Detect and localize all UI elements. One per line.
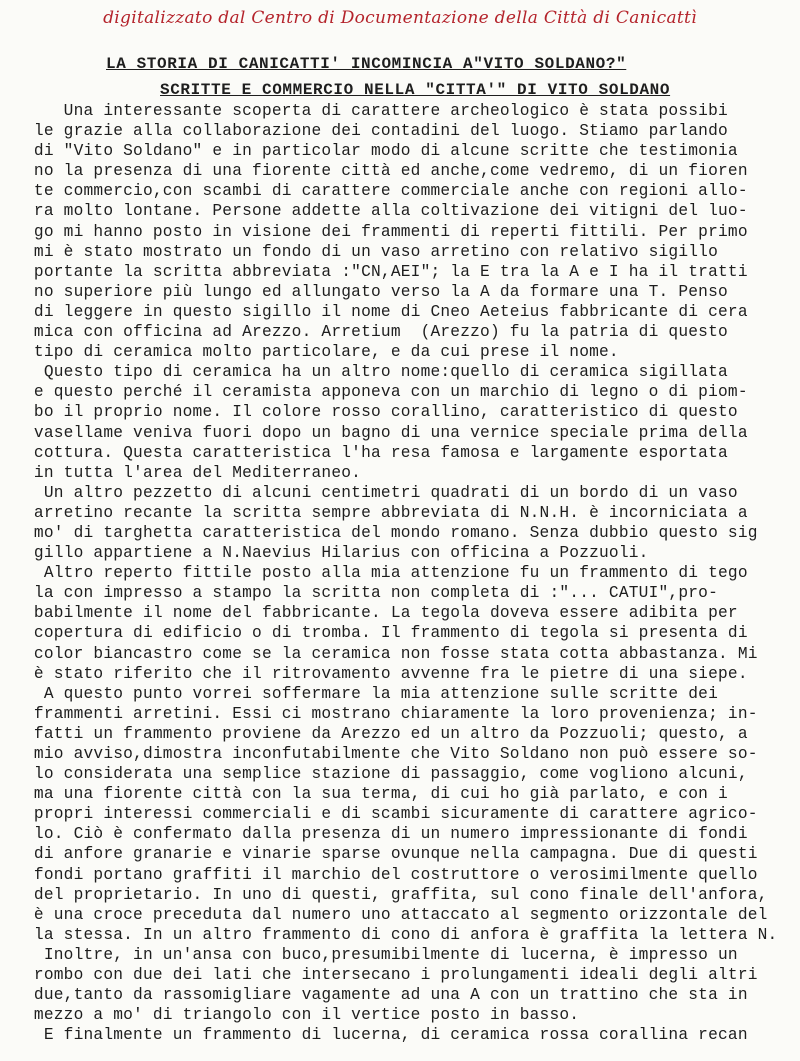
text-line: color biancastro come se la ceramica non fosse stata cotta abbastanza. Mi [24, 644, 758, 663]
text-line: lo. Ciò è confermato dalla presenza di un numero impressionante di fondi [24, 825, 748, 844]
text-line: è stato riferito che il ritrovamento avvenne fra le pietre di una siepe. [24, 664, 748, 683]
text-line: e questo perché il ceramista apponeva con un marchio di legno o di piom- [24, 383, 748, 402]
text-line: Una interessante scoperta di carattere archeologico è stata possibi [24, 102, 728, 120]
text-line: Un altro pezzetto di alcuni centimetri quadrati di un bordo di un vaso [24, 483, 738, 502]
article-title: LA STORIA DI CANICATTI' INCOMINCIA A"VITO SOLDANO?" [106, 55, 627, 73]
text-line: lo considerata una semplice stazione di passaggio, come vogliono alcuni, [24, 765, 748, 784]
text-line: Inoltre, in un'ansa con buco,presumibilmente di lucerna, è impresso un [24, 945, 738, 964]
text-line: cottura. Questa caratteristica l'ha resa famosa e largamente esportata [24, 443, 728, 462]
text-line: mica con officina ad Arezzo. Arretium (Arezzo) fu la patria di questo [24, 323, 728, 342]
text-line: frammenti arretini. Essi ci mostrano chiaramente la loro provenienza; in- [24, 704, 758, 723]
text-line: la stessa. In un altro frammento di cono di anfora è graffita la lettera N. [24, 925, 778, 944]
text-line: due,tanto da rassomigliare vagamente ad una A con un trattino che sta in [24, 986, 748, 1005]
text-line: babilmente il nome del fabbricante. La tegola doveva essere adibita per [24, 604, 738, 623]
text-line: te commercio,con scambi di carattere commerciale anche con regioni allo- [24, 182, 748, 201]
digitization-watermark: digitalizzato dal Centro di Documentazione della Città di Canicattì [103, 8, 697, 28]
text-line: è una croce preceduta dal numero uno attaccato al segmento orizzontale del [24, 905, 768, 924]
text-line: gillo appartiene a N.Naevius Hilarius con officina a Pozzuoli. [24, 544, 649, 563]
text-line: mo' di targhetta caratteristica del mondo romano. Senza dubbio questo sig [24, 523, 758, 542]
text-line: la con impresso a stampo la scritta non completa di :"... CATUI",pro- [24, 584, 718, 603]
text-line: portante la scritta abbreviata :"CN,AEI"; la E tra la A e I ha il tratti [24, 262, 748, 281]
text-line: tipo di ceramica molto particolare, e da cui prese il nome. [24, 343, 619, 362]
text-line: fatti un frammento proviene da Arezzo ed un altro da Pozzuoli; questo, a [24, 724, 748, 743]
text-line: E finalmente un frammento di lucerna, di ceramica rossa corallina recan [24, 1026, 748, 1045]
text-line: fondi portano graffiti il marchio del costruttore o verosimilmente quello [24, 865, 758, 884]
text-line: di anfore granarie e vinarie sparse ovunque nella campagna. Due di questi [24, 845, 758, 864]
article-subtitle: SCRITTE E COMMERCIO NELLA "CITTA'" DI VITO SOLDANO [160, 81, 671, 99]
text-line: no superiore più lungo ed allungato verso la A da formare una T. Penso [24, 282, 728, 301]
text-line: ra molto lontane. Persone addette alla coltivazione dei vitigni del luo- [24, 202, 748, 221]
text-line: bo il proprio nome. Il colore rosso corallino, caratteristico di questo [24, 403, 738, 422]
text-line: mi è stato mostrato un fondo di un vaso arretino con relativo sigillo [24, 242, 718, 261]
text-line: del proprietario. In uno di questi, graffita, sul cono finale dell'anfora, [24, 885, 768, 904]
text-line: arretino recante la scritta sempre abbreviata di N.N.H. è incorniciata a [24, 503, 748, 522]
text-line: no la presenza di una fiorente città ed anche,come vedremo, di un fioren [24, 162, 748, 181]
text-line: go mi hanno posto in visione dei frammenti di reperti fittili. Per primo [24, 222, 748, 241]
text-line: di leggere in questo sigillo il nome di Cneo Aeteius fabbricante di cera [24, 302, 748, 321]
text-line: propri interessi commerciali e di scambi sicuramente di carattere agrico- [24, 805, 758, 824]
text-line: Questo tipo di ceramica ha un altro nome:quello di ceramica sigillata [24, 363, 728, 382]
text-line: in tutta l'area del Mediterraneo. [24, 463, 362, 482]
text-line: di "Vito Soldano" e in particolar modo di alcune scritte che testimonia [24, 142, 738, 161]
text-line: le grazie alla collaborazione dei contadini del luogo. Stiamo parlando [24, 122, 728, 141]
text-line: mio avviso,dimostra inconfutabilmente che Vito Soldano non può essere so- [24, 745, 758, 763]
text-line: Altro reperto fittile posto alla mia attenzione fu un frammento di tego [24, 564, 748, 583]
text-line: ma una fiorente città con la sua terma, di cui ho già parlato, e con i [24, 785, 728, 804]
text-line: vasellame veniva fuori dopo un bagno di una vernice speciale prima della [24, 423, 748, 442]
article-body [24, 101, 794, 1045]
text-line: rombo con due dei lati che intersecano i prolungamenti ideali degli altri [24, 966, 758, 985]
text-line: A questo punto vorrei soffermare la mia attenzione sulle scritte dei [24, 684, 718, 703]
text-line: mezzo a mo' di triangolo con il vertice posto in basso. [24, 1006, 580, 1025]
text-line: copertura di edificio o di tromba. Il frammento di tegola si presenta di [24, 624, 748, 643]
